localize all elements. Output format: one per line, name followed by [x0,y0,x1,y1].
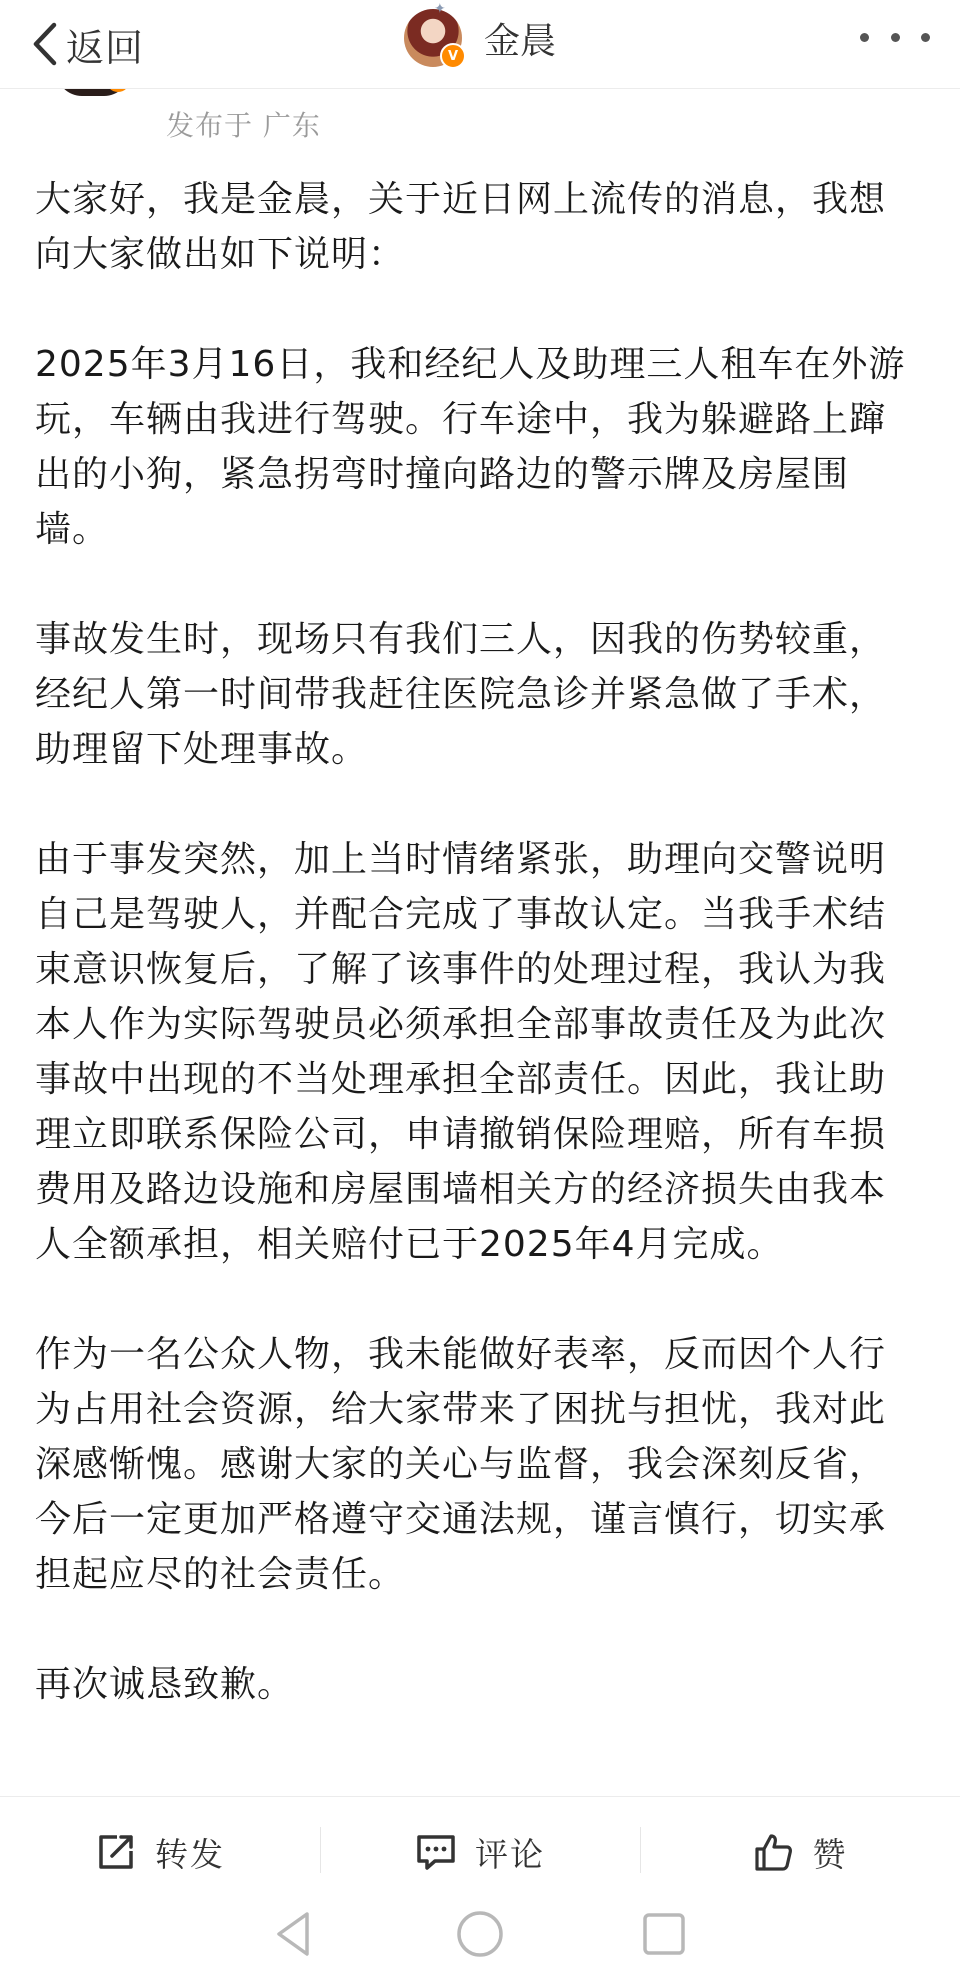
account-name[interactable]: 金晨 [484,20,557,62]
like-label: 赞 [812,1834,848,1874]
account-header[interactable] [404,1,557,70]
system-back-button[interactable] [265,1906,321,1962]
post-paragraph: 2025年3月16日，我和经纪人及助理三人租车在外游玩，车辆由我进行驾驶。行车途中，我为躲避路上蹿出的小狗，紧急拐弯时撞向路边的警示牌及房屋围墙。 [35,344,906,550]
share-out-icon [95,1831,155,1873]
post-paragraph: 事故发生时，现场只有我们三人，因我的伤势较重，经纪人第一时间带我赶往医院急诊并紧急做了手术，助理留下处理事故。 [35,619,887,770]
system-recents-button[interactable] [636,1906,692,1962]
repost-label: 转发 [155,1834,225,1874]
back-button[interactable] [30,10,144,78]
comment-label: 评论 [475,1834,545,1874]
thumbs-up-icon [753,1831,813,1873]
account-avatar[interactable] [404,1,462,67]
system-nav-bar [0,1906,960,1962]
system-home-button[interactable] [452,1906,508,1962]
back-label: 返回 [66,25,145,70]
comment-button[interactable] [320,1797,640,1907]
post-paragraph: 作为一名公众人物，我未能做好表率，反而因个人行为占用社会资源，给大家带来了困扰与担忧，我对此深感惭愧。感谢大家的关心与监督，我会深刻反省，今后一定更加严格遵守交通法规，谨言慎行，切实承担起应尽的社会责任。 [35,1334,887,1595]
verified-badge: V [440,43,466,69]
repost-button[interactable] [0,1797,320,1907]
chevron-left-icon [30,21,60,67]
square-recents-icon [641,1911,687,1957]
post-paragraph: 再次诚恳致歉。 [35,1664,295,1705]
post-paragraph: 由于事发突然，加上当时情绪紧张，助理向交警说明自己是驾驶人，并配合完成了事故认定。当我手术结束意识恢复后，了解了该事件的处理过程，我认为我本人作为实际驾驶员必须承担全部事故责任及为此次事故中出现的不当处理承担全部责任。因此，我让助理立即联系保险公司，申请撤销保险理赔，所有车损费用及路边设施和房屋围墙相关方的经济损失由我本人全额承担，相关赔付已于2025年4月完成。 [35,839,887,1265]
comment-bubble-icon [415,1831,475,1873]
like-button[interactable] [640,1797,960,1907]
post-paragraph: 大家好，我是金晨，关于近日网上流传的消息，我想向大家做出如下说明： [35,179,887,275]
avatar-decoration-icon: ✦ [434,1,446,17]
circle-home-icon [455,1909,505,1959]
post-location: 发布于 广东 [166,109,321,142]
triangle-back-icon [271,1910,315,1958]
more-options-button[interactable] [860,22,930,52]
post-content [35,172,915,1767]
more-dots-icon [921,33,930,42]
post-action-bar [0,1796,960,1907]
top-nav-bar [0,0,960,89]
more-dots-icon [860,33,869,42]
more-dots-icon [891,33,900,42]
